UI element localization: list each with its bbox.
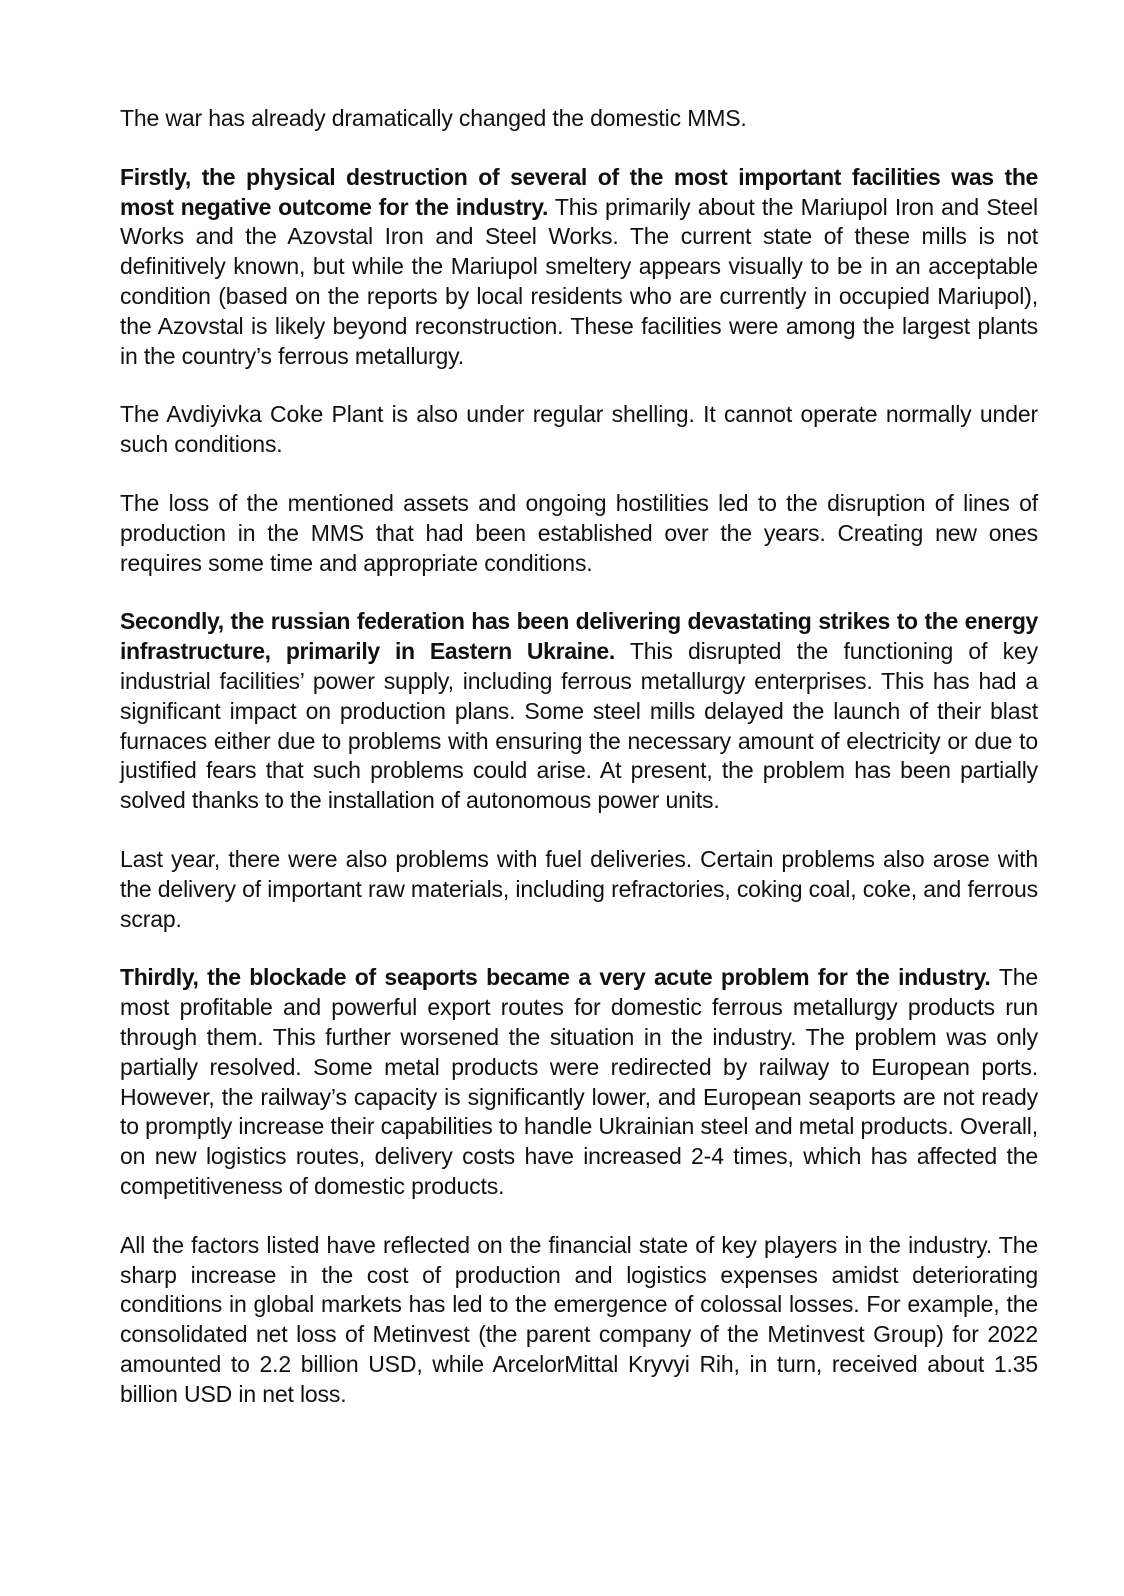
paragraph-text: This primarily about the Mariupol Iron and Steel Works and the Azovstal Iron and Steel Works. The current state of these mills is not definitively known, but while the Mariupol smeltery appears visually to be in an acceptable condition (based on the reports by local residents who are currently in occupied Mariupol), the Azovstal is likely beyond reconstruction. These facilities were among the largest plants in the country’s ferrous metallurgy. — [120, 193, 1038, 369]
paragraph-avdiyivka — [120, 400, 1038, 460]
paragraph-fuel-deliveries — [120, 845, 1038, 934]
paragraph-firstly — [120, 163, 1038, 372]
paragraph-lead-bold: Thirdly, the blockade of seaports became a very acute problem for the industry. — [120, 964, 991, 991]
paragraph-lead-bold: Secondly, the russian federation has been delivering devastating strikes to the energy infrastructure, primarily in Eastern Ukraine. — [120, 608, 1038, 665]
paragraph-text: The war has already dramatically changed the domestic MMS. — [120, 105, 747, 131]
paragraph-secondly — [120, 607, 1038, 816]
paragraph-thirdly — [120, 963, 1038, 1201]
paragraph-intro — [120, 104, 1038, 134]
paragraph-text: The Avdiyivka Coke Plant is also under regular shelling. It cannot operate normally under such conditions. — [120, 401, 1038, 458]
paragraph-lead-bold: Firstly, the physical destruction of several of the most important facilities was the most negative outcome for the industry. — [120, 163, 1038, 220]
paragraph-text: This disrupted the functioning of key industrial facilities’ power supply, including ferrous metallurgy enterprises. This has had a significant impact on production plans. Some steel mills delayed the launch of their blast furnaces either due to problems with ensuring the necessary amount of electricity or due to justified fears that such problems could arise. At present, the problem has been partially solved thanks to the installation of autonomous power units. — [120, 638, 1038, 814]
document-page — [120, 104, 1038, 1409]
paragraph-text: The loss of the mentioned assets and ongoing hostilities led to the disruption of lines of production in the MMS that had been established over the years. Creating new ones requires some time and appropriate conditions. — [120, 489, 1038, 576]
paragraph-financial-state — [120, 1231, 1038, 1410]
paragraph-loss-of-assets — [120, 489, 1038, 578]
paragraph-text: All the factors listed have reflected on the financial state of key players in the industry. The sharp increase in the cost of production and logistics expenses amidst deteriorating conditions in global markets has led to the emergence of colossal losses. For example, the consolidated net loss of Metinvest (the parent company of the Metinvest Group) for 2022 amounted to 2.2 billion USD, while ArcelorMittal Kryvyi Rih, in turn, received about 1.35 billion USD in net loss. — [120, 1231, 1038, 1407]
paragraph-text: The most profitable and powerful export routes for domestic ferrous metallurgy products run through them. This further worsened the situation in the industry. The problem was only partially resolved. Some metal products were redirected by railway to European ports. However, the railway’s capacity is significantly lower, and European seaports are not ready to promptly increase their capabilities to handle Ukrainian steel and metal products. Overall, on new logistics routes, delivery costs have increased 2-4 times, which has affected the competitiveness of domestic products. — [120, 964, 1039, 1199]
paragraph-text: Last year, there were also problems with fuel deliveries. Certain problems also arose with the delivery of important raw materials, including refractories, coking coal, coke, and ferrous scrap. — [120, 845, 1038, 932]
